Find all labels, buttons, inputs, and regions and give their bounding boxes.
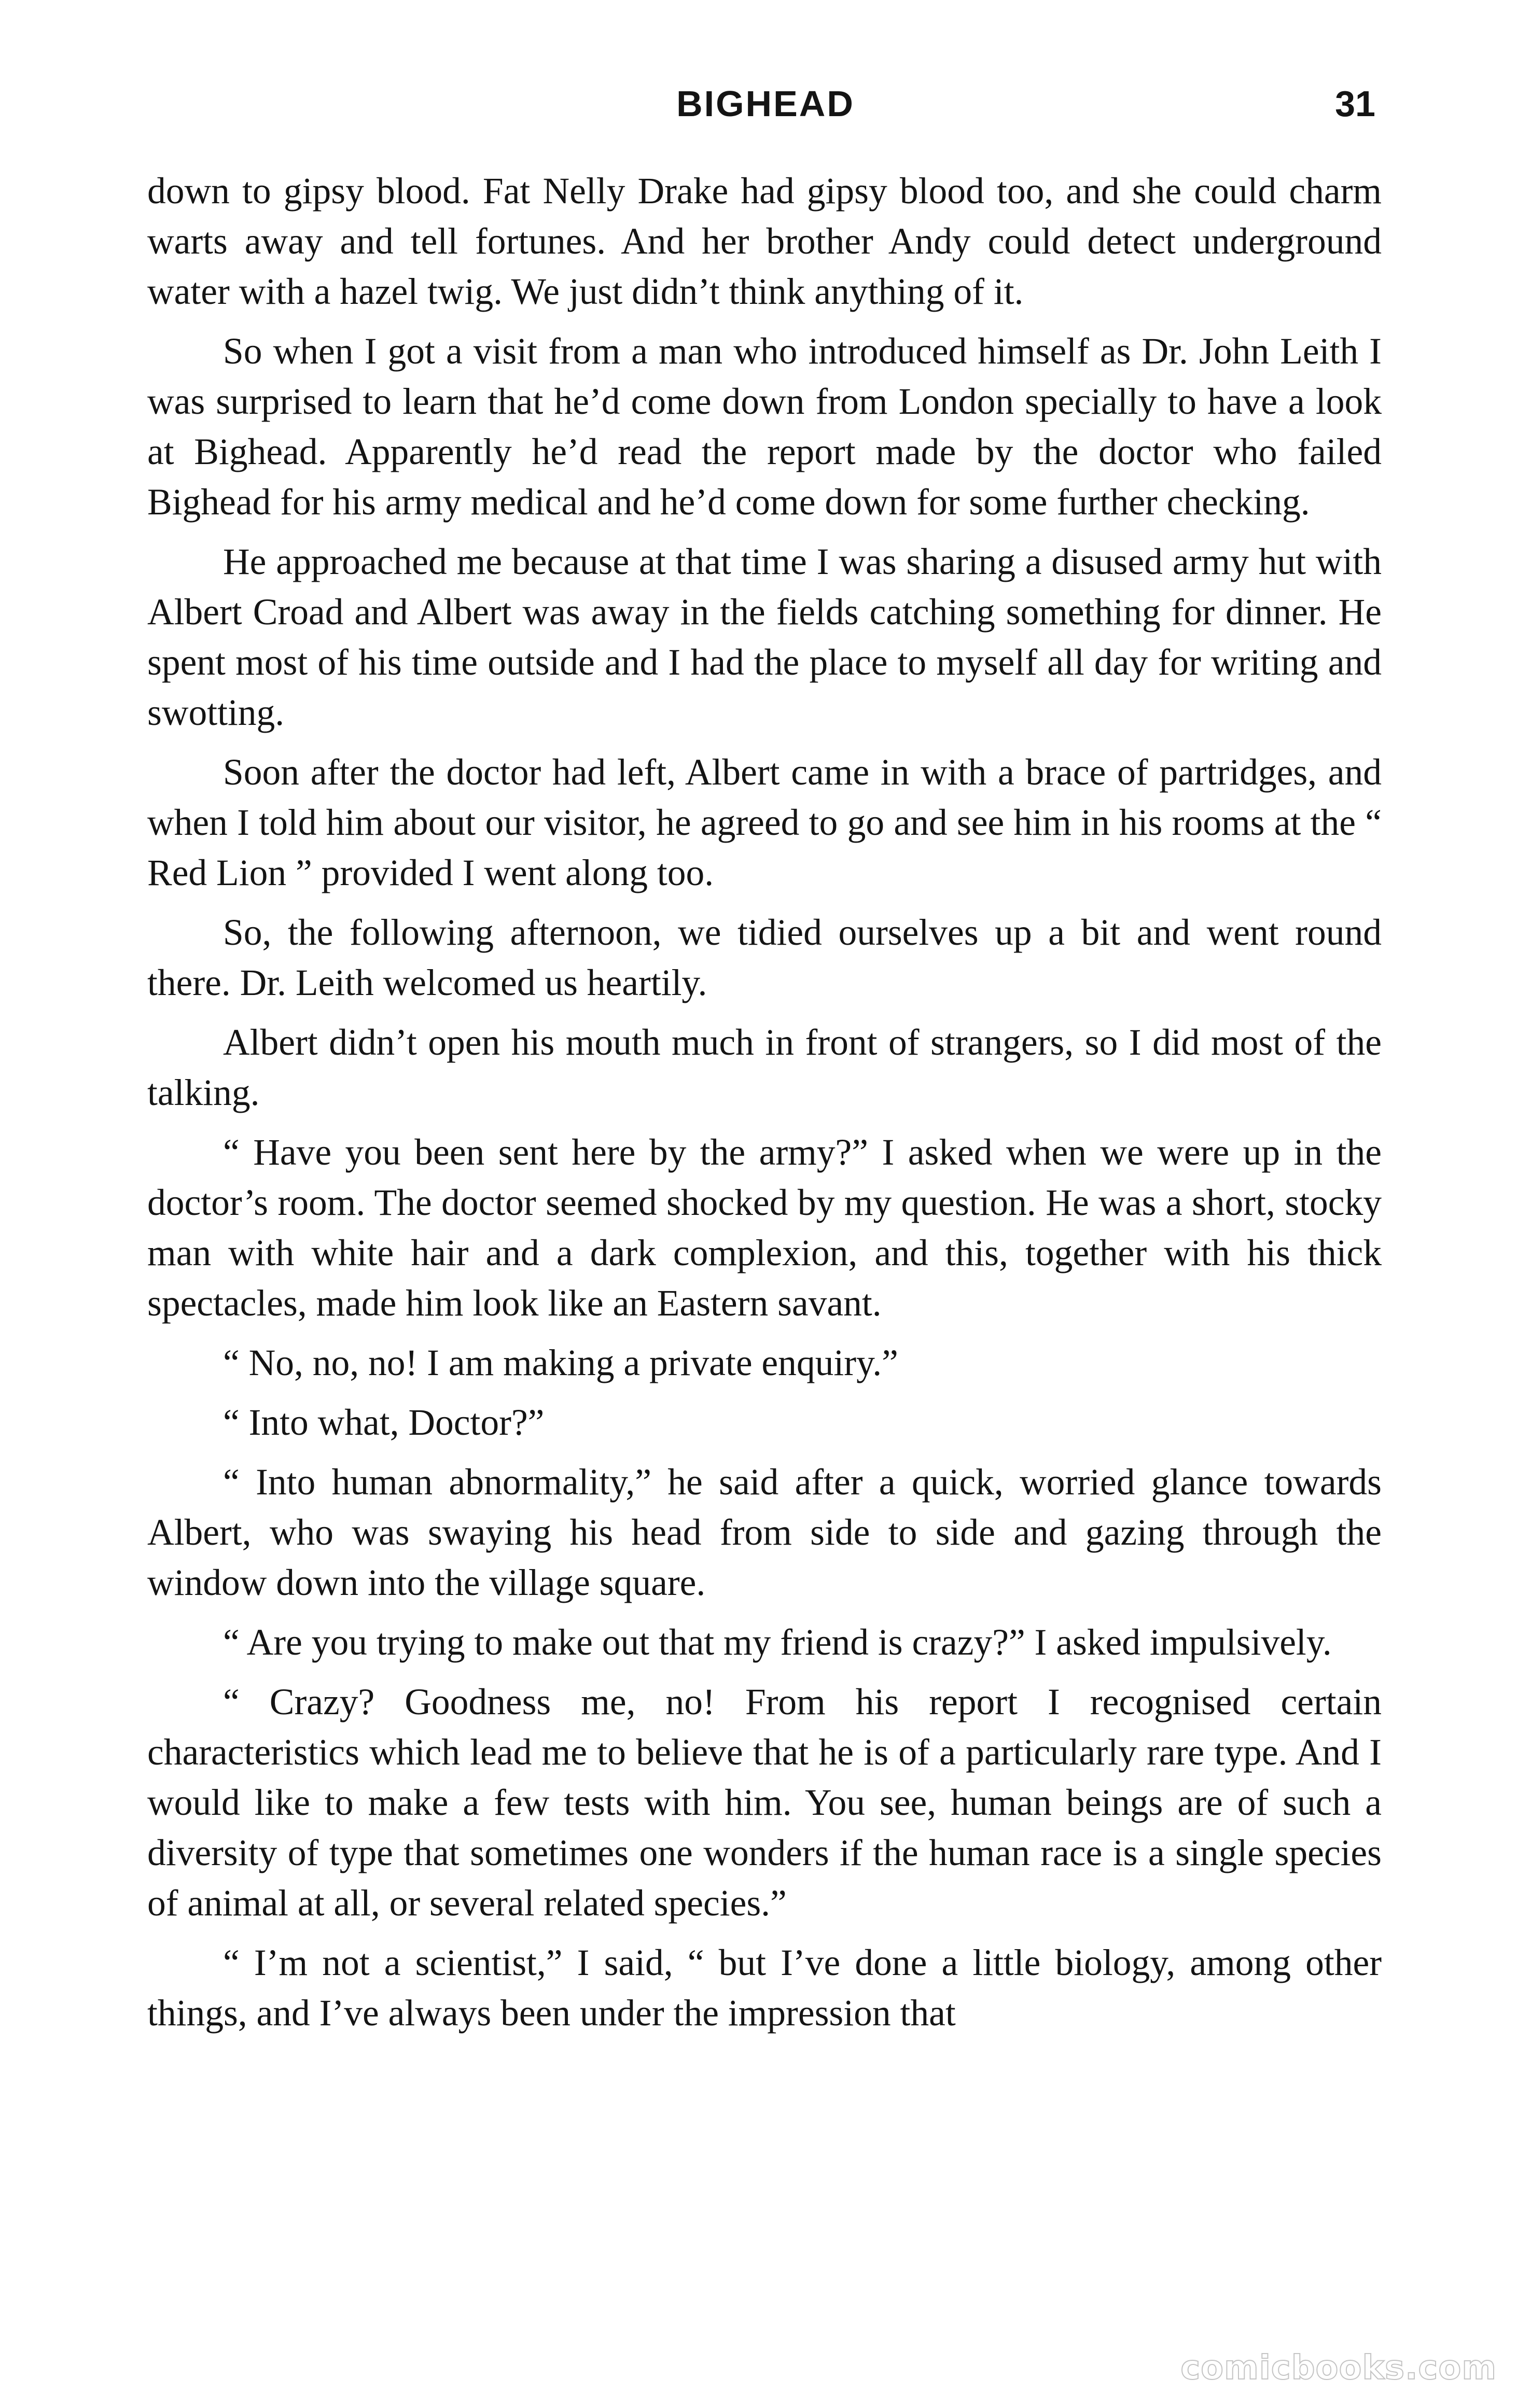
page-header bbox=[0, 78, 1531, 130]
paragraph: “ Into what, Doctor?” bbox=[223, 1402, 545, 1443]
paragraph: So when I got a visit from a man who introduced himself as Dr. John Leith I was surprised to learn that he’d come down from London specially to have a look at Bighead. Apparently he’d read the report made by the doctor who failed Bighead for his army medical and he’d come down for some further checking. bbox=[147, 331, 1382, 523]
running-title: BIGHEAD bbox=[676, 83, 855, 124]
paragraph: So, the following afternoon, we tidied ourselves up a bit and went round there. Dr. Leith welcomed us heartily. bbox=[147, 912, 1382, 1003]
paragraph: “ I’m not a scientist,” I said, “ but I’ve done a little biology, among other things, and I’ve always been under the impression that bbox=[147, 1942, 1382, 2034]
paragraph: “ Crazy? Goodness me, no! From his report I recognised certain characteristics which lead me to believe that he is of a particularly rare type. And I would like to make a few tests with him. You see, human beings are of such a diversity of type that sometimes one wonders if the human race is a single species of animal at all, or several related species.” bbox=[147, 1682, 1382, 1924]
paragraph: down to gipsy blood. Fat Nelly Drake had gipsy blood too, and she could charm warts away and tell fortunes. And her brother Andy could detect underground water with a hazel twig. We just didn’t think anything of it. bbox=[147, 171, 1382, 312]
paragraph: “ Into human abnormality,” he said after a quick, worried glance towards Albert, who was swaying his head from side to side and gazing through the window down into the village square. bbox=[147, 1462, 1382, 1603]
paragraph: He approached me because at that time I was sharing a disused army hut with Albert Croad and Albert was away in the fields catching something for dinner. He spent most of his time outside and I had the place to myself all day for writing and swotting. bbox=[147, 541, 1382, 733]
body-text bbox=[147, 166, 1382, 2038]
paragraph: Soon after the doctor had left, Albert came in with a brace of partridges, and when I told him about our visitor, he agreed to go and see him in his rooms at the “ Red Lion ” provided I went along too. bbox=[147, 752, 1382, 893]
paragraph: Albert didn’t open his mouth much in front of strangers, so I did most of the talking. bbox=[147, 1022, 1382, 1113]
paragraph: “ Have you been sent here by the army?” I asked when we were up in the doctor’s room. The doctor seemed shocked by my question. He was a short, stocky man with white hair and a dark complexion, and this, together with his thick spectacles, made him look like an Eastern savant. bbox=[147, 1132, 1382, 1324]
watermark: comicbooks.com bbox=[1180, 2349, 1497, 2387]
page-number: 31 bbox=[1335, 83, 1375, 124]
paragraph: “ Are you trying to make out that my friend is crazy?” I asked impulsively. bbox=[223, 1622, 1332, 1663]
paragraph: “ No, no, no! I am making a private enquiry.” bbox=[223, 1342, 898, 1383]
